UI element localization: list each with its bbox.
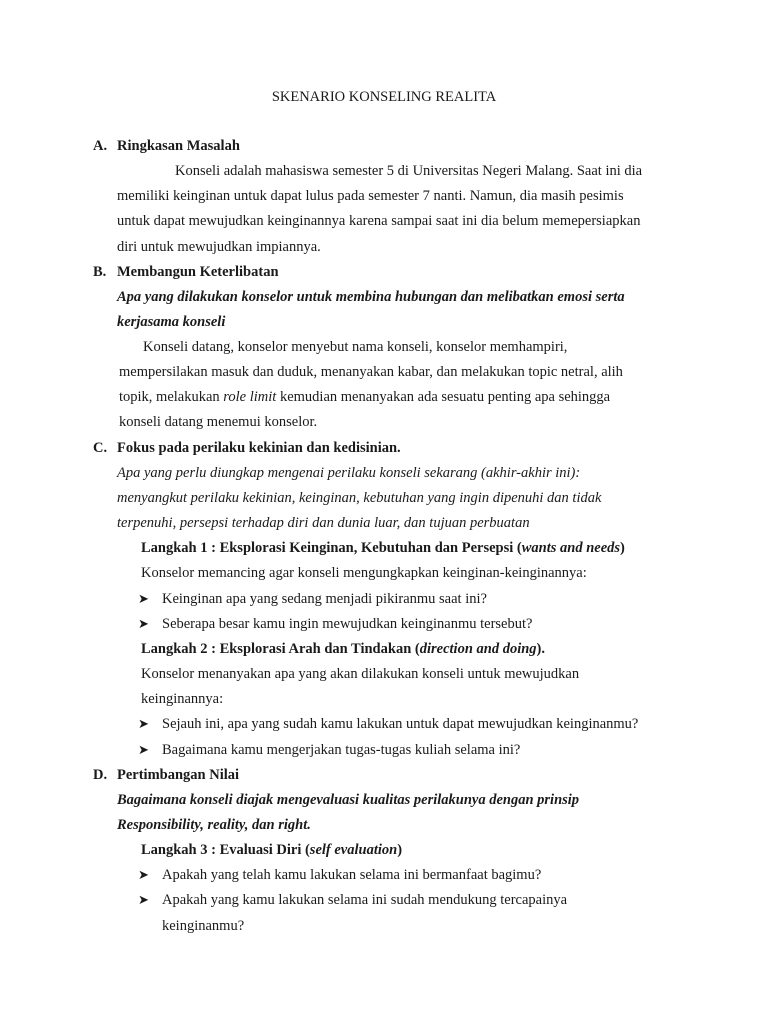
section-b-line-3-pre: topik, melakukan [119, 389, 224, 405]
section-d-question-1: Bagaimana konseli diajak mengevaluasi kualitas perilakunya dengan prinsip [117, 792, 580, 808]
arrow-bullet-icon: ➤ [138, 742, 149, 757]
step-1-bullet-1: Keinginan apa yang sedang menjadi pikiranmu saat ini? [162, 591, 487, 607]
section-b-line-3-italic: role limit [223, 389, 277, 405]
step-3-italic: self evaluation [309, 842, 398, 858]
step-2-text-1: Konselor menanyakan apa yang akan dilakukan konseli untuk mewujudkan [141, 666, 580, 682]
section-c-letter: C. [93, 440, 108, 456]
step-2-bullet-2: Bagaimana kamu mengerjakan tugas-tugas kuliah selama ini? [162, 742, 521, 758]
section-b-line-2: mempersilakan masuk dan duduk, menanyakan kabar, dan melakukan topic netral, alih [119, 364, 623, 380]
section-a-line-1: Konseli adalah mahasiswa semester 5 di Universitas Negeri Malang. Saat ini dia [175, 163, 643, 179]
arrow-bullet-icon: ➤ [138, 591, 149, 606]
section-a-letter: A. [93, 138, 108, 154]
step-2-heading [141, 640, 545, 658]
step-1-bullet-2: Seberapa besar kamu ingin mewujudkan keinginanmu tersebut? [162, 616, 533, 632]
step-2-label: Langkah 2 : Eksplorasi Arah dan Tindakan ( [141, 641, 420, 657]
section-b-line-3 [119, 388, 610, 406]
section-a-heading: Ringkasan Masalah [117, 138, 240, 154]
step-3-bullet-1: Apakah yang telah kamu lakukan selama ini bermanfaat bagimu? [162, 867, 542, 883]
arrow-bullet-icon: ➤ [138, 892, 149, 907]
step-2-text-2: keinginannya: [141, 691, 224, 707]
section-d-heading: Pertimbangan Nilai [117, 767, 240, 783]
arrow-bullet-icon: ➤ [138, 616, 149, 631]
section-a-line-4: diri untuk mewujudkan impiannya. [117, 239, 321, 255]
arrow-bullet-icon: ➤ [138, 867, 149, 882]
section-b-letter: B. [93, 264, 107, 280]
section-d-question-2: Responsibility, reality, dan right. [117, 817, 311, 833]
step-1-label: Langkah 1 : Eksplorasi Keinginan, Kebutuhan dan Persepsi ( [141, 540, 522, 556]
step-1-italic: wants and needs [521, 540, 621, 556]
step-2-close: ). [536, 641, 546, 657]
step-3-heading [141, 841, 402, 859]
document-title: SKENARIO KONSELING REALITA [271, 89, 497, 105]
step-1-heading [141, 539, 625, 557]
section-b-heading: Membangun Keterlibatan [117, 264, 279, 280]
section-c-question-3: terpenuhi, persepsi terhadap diri dan dunia luar, dan tujuan perbuatan [117, 515, 530, 531]
section-b-line-3-post: kemudian menanyakan ada sesuatu penting apa sehingga [276, 389, 611, 405]
step-2-bullet-1: Sejauh ini, apa yang sudah kamu lakukan untuk dapat mewujudkan keinginanmu? [162, 716, 639, 732]
section-b-question-2: kerjasama konseli [117, 314, 226, 330]
section-a-line-3: untuk dapat mewujudkan keinginannya karena sampai saat ini dia belum memepersiapkan [117, 213, 641, 229]
section-c-question-1: Apa yang perlu diungkap mengenai perilaku konseli sekarang (akhir-akhir ini): [117, 465, 581, 481]
step-3-label: Langkah 3 : Evaluasi Diri ( [141, 842, 310, 858]
step-2-italic: direction and doing [419, 641, 537, 657]
arrow-bullet-icon: ➤ [138, 716, 149, 731]
step-3-bullet-2: Apakah yang kamu lakukan selama ini sudah mendukung tercapainya [162, 892, 568, 908]
step-1-close: ) [620, 540, 625, 556]
section-c-question-2: menyangkut perilaku kekinian, keinginan, kebutuhan yang ingin dipenuhi dan tidak [117, 490, 602, 506]
step-3-close: ) [397, 842, 403, 858]
section-b-line-4: konseli datang menemui konselor. [119, 414, 318, 430]
section-b-line-1: Konseli datang, konselor menyebut nama konseli, konselor memhampiri, [143, 339, 568, 355]
section-a-line-2: memiliki keinginan untuk dapat lulus pada semester 7 nanti. Namun, dia masih pesimis [117, 188, 624, 204]
section-b-question-1: Apa yang dilakukan konselor untuk membina hubungan dan melibatkan emosi serta [117, 289, 625, 305]
step-1-text: Konselor memancing agar konseli mengungkapkan keinginan-keinginannya: [141, 565, 587, 581]
step-3-bullet-2-cont: keinginanmu? [162, 918, 245, 934]
section-c-heading: Fokus pada perilaku kekinian dan kedisinian. [117, 440, 401, 456]
section-d-letter: D. [93, 767, 108, 783]
